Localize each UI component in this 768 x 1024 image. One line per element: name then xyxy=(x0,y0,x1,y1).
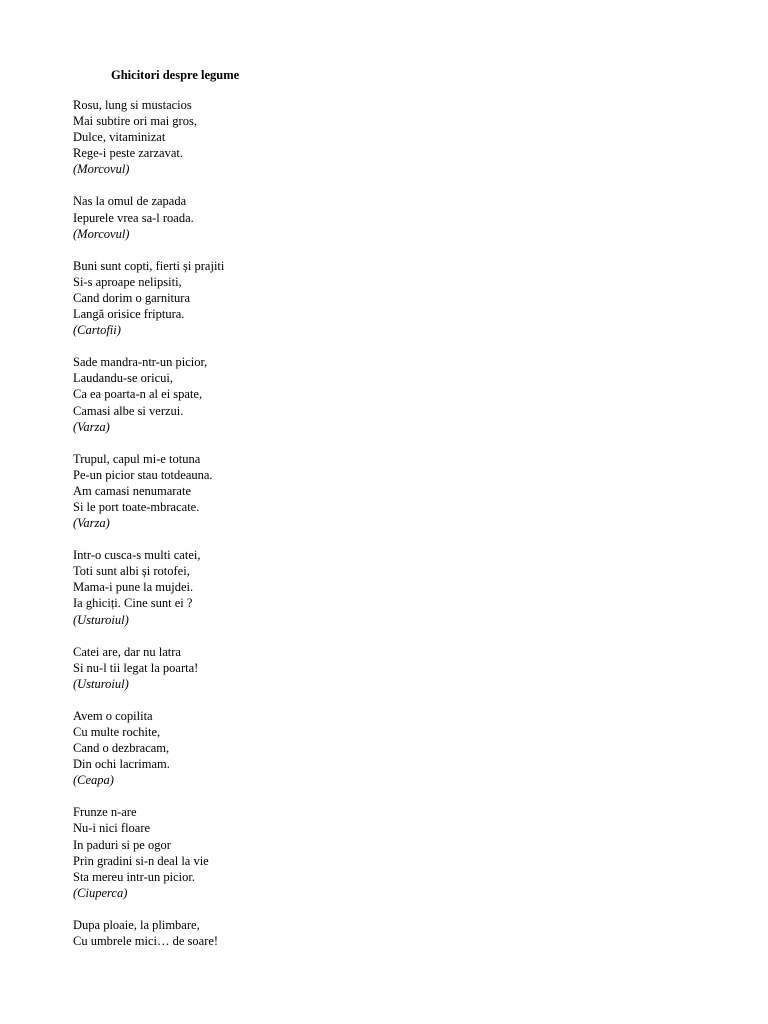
riddle-list xyxy=(73,97,673,965)
riddle-line: Sade mandra-ntr-un picior, xyxy=(73,355,208,370)
riddle xyxy=(73,917,673,949)
riddle-line: Mai subtire ori mai gros, xyxy=(73,114,197,129)
riddle-line: Am camasi nenumarate xyxy=(73,483,192,498)
riddle-line: Cand o dezbracam, xyxy=(73,741,170,756)
riddle-line: Dupa ploaie, la plimbare, xyxy=(73,917,200,932)
riddle xyxy=(73,258,673,338)
riddle-answer: (Varza) xyxy=(73,516,110,531)
riddle-line: In paduri si pe ogor xyxy=(73,837,171,852)
riddle-line: Prin gradini si-n deal la vie xyxy=(73,853,209,868)
riddle xyxy=(73,547,673,627)
riddle xyxy=(73,644,673,692)
riddle-line: Nu-i nici floare xyxy=(73,821,151,836)
riddle-answer: (Varza) xyxy=(73,419,110,434)
document-title: Ghicitori despre legume xyxy=(111,68,240,82)
riddle-line: Sta mereu intr-un picior. xyxy=(73,869,195,884)
riddle xyxy=(73,451,673,531)
riddle-answer: (Morcovul) xyxy=(73,226,130,241)
riddle-answer: (Usturoiul) xyxy=(73,676,129,691)
riddle-line: Si-s aproape nelipsiti, xyxy=(73,274,182,289)
riddle-line: Dulce, vitaminizat xyxy=(73,130,166,145)
riddle-answer: (Usturoiul) xyxy=(73,612,129,627)
riddle-line: Buni sunt copti, fierti și prajiti xyxy=(73,258,225,273)
riddle xyxy=(73,804,673,901)
riddle-line: Rosu, lung si mustacios xyxy=(73,98,192,112)
riddle-line: Si nu-l tii legat la poarta! xyxy=(73,660,199,675)
riddle-line: Si le port toate-mbracate. xyxy=(73,499,200,514)
riddle-line: Din ochi lacrimam. xyxy=(73,757,170,772)
riddle-line: Mama-i pune la mujdei. xyxy=(73,580,194,595)
riddle-line: Cu umbrele mici… de soare! xyxy=(73,934,219,949)
riddle-line: Iepurele vrea sa-l roada. xyxy=(73,210,194,225)
riddle xyxy=(73,708,673,788)
riddle-line: Cand dorim o garnitura xyxy=(73,290,190,305)
riddle-line: Toti sunt albi și rotofei, xyxy=(73,564,190,579)
riddle-line: Trupul, capul mi-e totuna xyxy=(73,451,201,466)
riddle-answer: (Ceapa) xyxy=(73,773,114,788)
riddle-line: Catei are, dar nu latra xyxy=(73,644,181,659)
riddle-line: Camasi albe si verzui. xyxy=(73,403,184,418)
riddle-line: Cu multe rochite, xyxy=(73,725,161,739)
riddle-answer: (Ciuperca) xyxy=(73,885,128,900)
riddle xyxy=(73,193,673,241)
riddle xyxy=(73,354,673,434)
riddle-line: Langă orisice friptura. xyxy=(73,307,185,322)
riddle-answer: (Morcovul) xyxy=(73,162,130,177)
riddle xyxy=(73,97,673,177)
riddle-line: Laudandu-se oricui, xyxy=(73,371,173,386)
riddle-line: Ia ghiciți. Cine sunt ei ? xyxy=(73,596,193,611)
riddle-line: Rege-i peste zarzavat. xyxy=(73,146,184,161)
riddle-line: Nas la omul de zapada xyxy=(73,194,187,209)
riddle-line: Intr-o cusca-s multi catei, xyxy=(73,548,201,563)
riddle-line: Avem o copilita xyxy=(73,708,153,723)
riddle-line: Frunze n-are xyxy=(73,805,137,820)
riddle-line: Ca ea poarta-n al ei spate, xyxy=(73,387,203,402)
riddle-answer: (Cartofii) xyxy=(73,323,121,338)
riddle-line: Pe-un picior stau totdeauna. xyxy=(73,467,213,482)
